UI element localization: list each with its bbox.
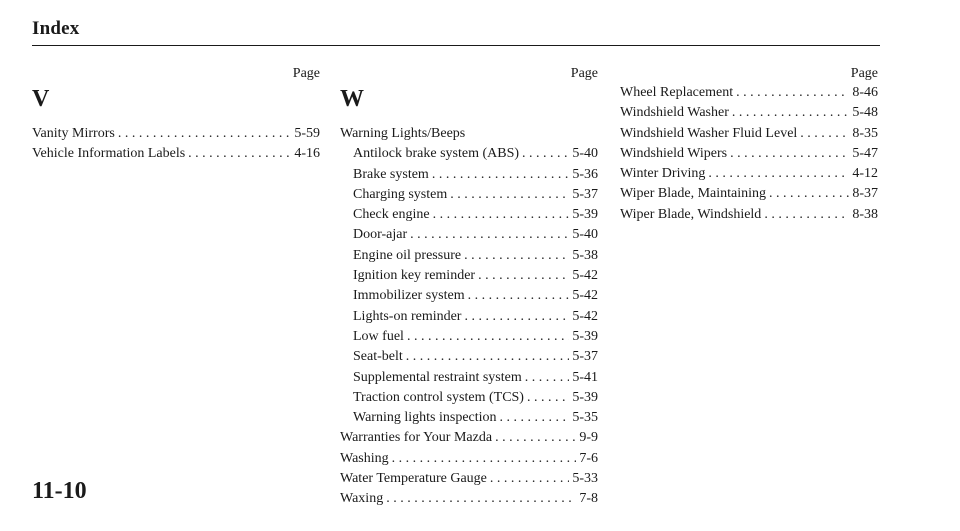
entry-label: Engine oil pressure [353, 247, 462, 263]
index-subentry [340, 347, 598, 367]
index-entry [620, 83, 878, 103]
entry-label: Brake system [353, 166, 429, 182]
entry-label: Ignition key reminder [353, 268, 476, 284]
index-subentry [340, 144, 598, 164]
index-entry [620, 164, 878, 184]
dot-leader [495, 428, 576, 448]
entry-page: 5-42 [572, 308, 598, 324]
entry-page: 8-37 [852, 186, 878, 202]
entry-label: Wiper Blade, Maintaining [620, 186, 767, 202]
dot-leader [410, 225, 569, 245]
page-number: 11-10 [32, 478, 87, 504]
index-entry [340, 449, 598, 469]
entry-page: 5-59 [294, 126, 320, 141]
dot-leader [433, 205, 570, 225]
entry-page: 5-42 [572, 288, 598, 304]
section-letter: W [340, 86, 364, 112]
entry-page: 5-40 [572, 146, 598, 162]
dot-leader [432, 165, 570, 185]
entry-list [620, 83, 878, 225]
entry-label: Door-ajar [353, 227, 408, 243]
page-column-label: Page [292, 66, 320, 81]
index-subentry [340, 246, 598, 266]
dot-leader [468, 286, 570, 306]
index-subentry [340, 408, 598, 428]
dot-leader [490, 469, 569, 489]
entry-list [340, 124, 598, 510]
entry-label: Winter Driving [620, 166, 706, 182]
dot-leader [406, 347, 570, 367]
index-entry [340, 124, 598, 144]
entry-label: Low fuel [353, 328, 404, 344]
index-entry [620, 103, 878, 123]
entry-page: 9-9 [579, 430, 598, 446]
dot-leader [764, 205, 849, 225]
entry-page: 4-12 [852, 166, 878, 182]
dot-leader [527, 388, 569, 408]
entry-label: Waxing [340, 491, 384, 507]
entry-page: 7-8 [579, 491, 598, 507]
entry-label: Vehicle Information Labels [32, 146, 186, 162]
entry-label: Antilock brake system (ABS) [353, 146, 520, 162]
entry-label: Warranties for Your Mazda [340, 430, 493, 446]
entry-label: Water Temperature Gauge [340, 471, 487, 487]
index-entry [32, 124, 320, 144]
dot-leader [392, 449, 577, 469]
entry-page: 5-37 [572, 186, 598, 202]
index-entry [340, 469, 598, 489]
dot-leader [118, 124, 292, 144]
index-subentry [340, 286, 598, 306]
entry-label: Check engine [353, 207, 430, 223]
entry-page: 5-33 [572, 471, 598, 487]
dot-leader [522, 144, 569, 164]
entry-page: 5-39 [572, 389, 598, 405]
entry-label: Charging system [353, 186, 448, 202]
entry-page: 5-48 [852, 105, 878, 121]
entry-page: 5-47 [852, 145, 878, 161]
index-entry [32, 144, 320, 164]
entry-label: Washing [340, 450, 389, 466]
dot-leader [407, 327, 569, 347]
index-subentry [340, 165, 598, 185]
entry-label: Seat-belt [353, 349, 403, 365]
index-subentry [340, 185, 598, 205]
dot-leader [450, 185, 569, 205]
header-divider [32, 45, 880, 46]
dot-leader [188, 144, 291, 164]
index-entry [620, 184, 878, 204]
entry-page: 8-38 [852, 206, 878, 222]
entry-label: Immobilizer system [353, 288, 465, 304]
index-subentry [340, 266, 598, 286]
dot-leader [736, 83, 849, 103]
entry-page: 5-38 [572, 247, 598, 263]
dot-leader [386, 489, 576, 509]
entry-page: 4-16 [294, 146, 320, 162]
dot-leader [525, 368, 570, 388]
entry-label: Windshield Washer [620, 105, 729, 121]
entry-list [32, 124, 320, 165]
dot-leader [730, 144, 849, 164]
index-entry [340, 428, 598, 448]
dot-leader [464, 307, 569, 327]
dot-leader [464, 246, 569, 266]
entry-page: 5-39 [572, 207, 598, 223]
index-entry [620, 205, 878, 225]
entry-page: 8-46 [852, 85, 878, 100]
entry-label: Warning lights inspection [353, 410, 497, 426]
entry-label: Lights-on reminder [353, 308, 462, 324]
page-column-label: Page [850, 66, 878, 81]
entry-label: Windshield Wipers [620, 145, 728, 161]
index-entry [340, 489, 598, 509]
entry-page: 5-40 [572, 227, 598, 243]
index-subentry [340, 307, 598, 327]
entry-page: 5-41 [572, 369, 598, 385]
page-column-label: Page [570, 66, 598, 81]
entry-page: 5-37 [572, 349, 598, 365]
entry-label: Warning Lights/Beeps [340, 126, 466, 141]
index-subentry [340, 368, 598, 388]
index-subentry [340, 205, 598, 225]
entry-label: Vanity Mirrors [32, 126, 115, 141]
index-subentry [340, 388, 598, 408]
entry-page: 5-39 [572, 328, 598, 344]
index-subentry [340, 327, 598, 347]
entry-label: Wheel Replacement [620, 85, 734, 100]
dot-leader [769, 184, 849, 204]
index-entry [620, 124, 878, 144]
section-letter: V [32, 86, 50, 112]
dot-leader [708, 164, 849, 184]
dot-leader [732, 103, 849, 123]
entry-page: 5-35 [572, 410, 598, 426]
entry-page: 8-35 [852, 125, 878, 141]
index-subentry [340, 225, 598, 245]
entry-label: Traction control system (TCS) [353, 389, 524, 405]
entry-page: 5-36 [572, 166, 598, 182]
entry-label: Wiper Blade, Windshield [620, 206, 762, 222]
entry-page: 7-6 [579, 450, 598, 466]
index-entry [620, 144, 878, 164]
entry-label: Supplemental restraint system [353, 369, 522, 385]
entry-page: 5-42 [572, 268, 598, 284]
dot-leader [500, 408, 570, 428]
page-title: Index [32, 18, 80, 39]
entry-label: Windshield Washer Fluid Level [620, 125, 798, 141]
dot-leader [478, 266, 569, 286]
dot-leader [800, 124, 849, 144]
